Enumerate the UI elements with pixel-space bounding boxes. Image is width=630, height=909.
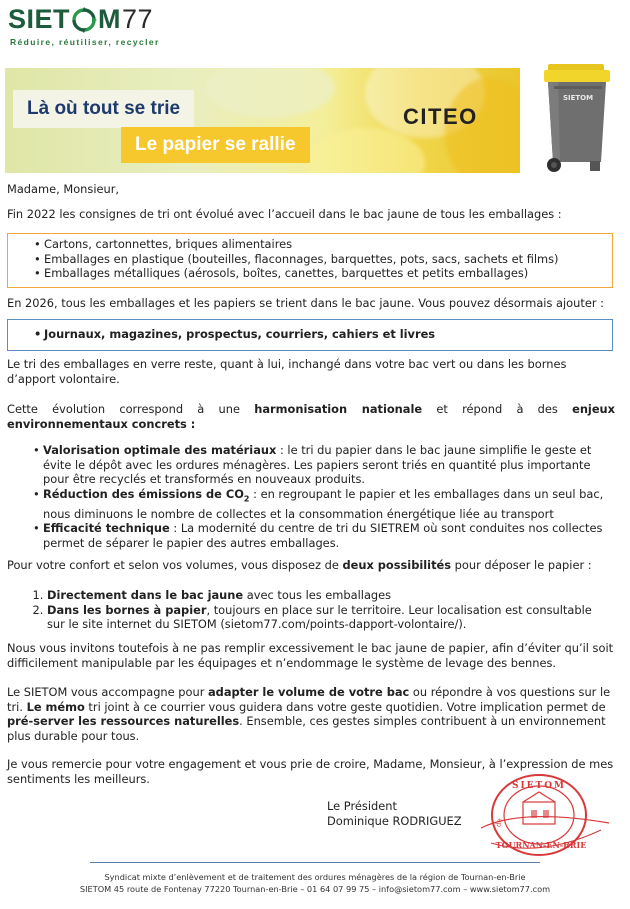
stamp-text-bottom: TOURNAN-EN-BRIE — [495, 840, 587, 850]
glass-paragraph: Le tri des emballages en verre reste, quant à lui, inchangé dans votre bac vert ou dans les bornes d’apport volontaire. — [7, 357, 567, 386]
logo-text-prefix: SIET — [8, 4, 71, 34]
campaign-banner — [5, 68, 520, 173]
logo-tagline: Réduire, réutiliser, recycler — [10, 37, 160, 47]
sietom-logo — [8, 4, 160, 47]
comfort-paragraph: Pour votre confort et selon vos volumes, vous disposez de deux possibilités pour déposer le papier : — [7, 558, 592, 572]
benefits-list — [33, 443, 609, 550]
yellow-bin-icon — [538, 64, 616, 176]
logo-number: 77 — [122, 4, 154, 34]
closing-paragraph: Je vous remercie pour votre engagement et vous prie de croire, Madame, Monsieur, à l’expression de mes sentiments les meilleurs. — [7, 757, 614, 786]
salutation: Madame, Monsieur, — [7, 182, 120, 196]
list-item: • Emballages métalliques (aérosols, boîtes, canettes, barquettes et petits emballages) — [34, 266, 612, 281]
list-item: • Valorisation optimale des matériaux : le tri du papier dans le bac jaune simplifie le geste et évite le dépôt avec les ordures ménagères. Les papiers seront triés en quantité plus importante pour être recyclés et transformés en nouveaux produits. — [33, 443, 609, 487]
recycle-arrows-icon — [71, 7, 97, 33]
list-item: • Réduction des émissions de $CO_2$ : en regroupant le papier et les emballages dans un seul bac, nous diminuons le nombre de collectes et la consommation énergétique liée au transport — [33, 487, 609, 521]
options-list — [13, 588, 609, 632]
packaging-list-box — [7, 233, 613, 288]
invite-paragraph: Nous vous invitons toutefois à ne pas remplir excessivement le bac jaune de papier, afin d’éviter qu’il soit difficilement manipulable par les équipages et n’endommage le système de levage des bennes. — [7, 641, 614, 670]
official-stamp — [461, 768, 611, 863]
banner-title-line2: Le papier se rallie — [121, 127, 310, 163]
paper-item-box — [7, 319, 613, 351]
evolution-paragraph: Cette évolution correspond à une harmonisation nationale et répond à des enjeux environnementaux concrets : — [7, 402, 616, 431]
footer-line1: Syndicat mixte d’enlèvement et de traitement des ordures ménagères de la région de Tournan-en-Brie — [104, 872, 526, 882]
banner-title-line1: Là où tout se trie — [13, 90, 194, 128]
support-paragraph: Le SIETOM vous accompagne pour adapter le volume de votre bac ou répondre à vos questions sur le tri. Le mémo tri joint à ce courrier vous guidera dans votre geste quotidien. Votre implication permet de pré-server les ressources naturelles. Ensemble, ces gestes simples contribuent à un environnement plus durable pour tous. — [7, 685, 611, 743]
footer-line2: SIETOM 45 route de Fontenay 77220 Tournan-en-Brie – 01 64 07 99 75 – info@sietom77.com – www.sietom77.com — [79, 884, 551, 894]
list-item: • Journaux, magazines, prospectus, courriers, cahiers et livres — [34, 327, 612, 342]
stamp-text-top: SIETOM — [511, 781, 567, 791]
list-item: • Emballages en plastique (bouteilles, flaconnages, barquettes, pots, sacs, sachets et films) — [34, 252, 612, 267]
bin-label: SIETOM — [562, 94, 594, 102]
list-item: 1. Directement dans le bac jaune avec tous les emballages — [47, 588, 609, 603]
paragraph-2026: En 2026, tous les emballages et les papiers se trient dans le bac jaune. Vous pouvez désormais ajouter : — [7, 296, 604, 310]
logo-text-suffix: M — [98, 4, 122, 34]
list-item: • Cartons, cartonnettes, briques alimentaires — [34, 237, 612, 252]
signatory-title: Le Président — [327, 799, 397, 813]
signature-block — [327, 799, 462, 829]
list-item: • Efficacité technique : La modernité du centre de tri du SIETREM où sont conduites nos collectes permet de séparer le papier des autres emballages. — [33, 521, 609, 550]
intro-paragraph: Fin 2022 les consignes de tri ont évolué avec l’accueil dans le bac jaune de tous les emballages : — [7, 207, 562, 221]
citeo-logo: CITEO — [403, 104, 478, 129]
stamp-text-left: de — [494, 817, 504, 828]
signatory-name: Dominique RODRIGUEZ — [327, 814, 462, 828]
list-item: 2. Dans les bornes à papier, toujours en place sur le territoire. Leur localisation est consultable sur le site internet du SIETOM (sietom77.com/points-dapport-volontaire/). — [47, 603, 609, 632]
footer-divider — [90, 862, 540, 863]
